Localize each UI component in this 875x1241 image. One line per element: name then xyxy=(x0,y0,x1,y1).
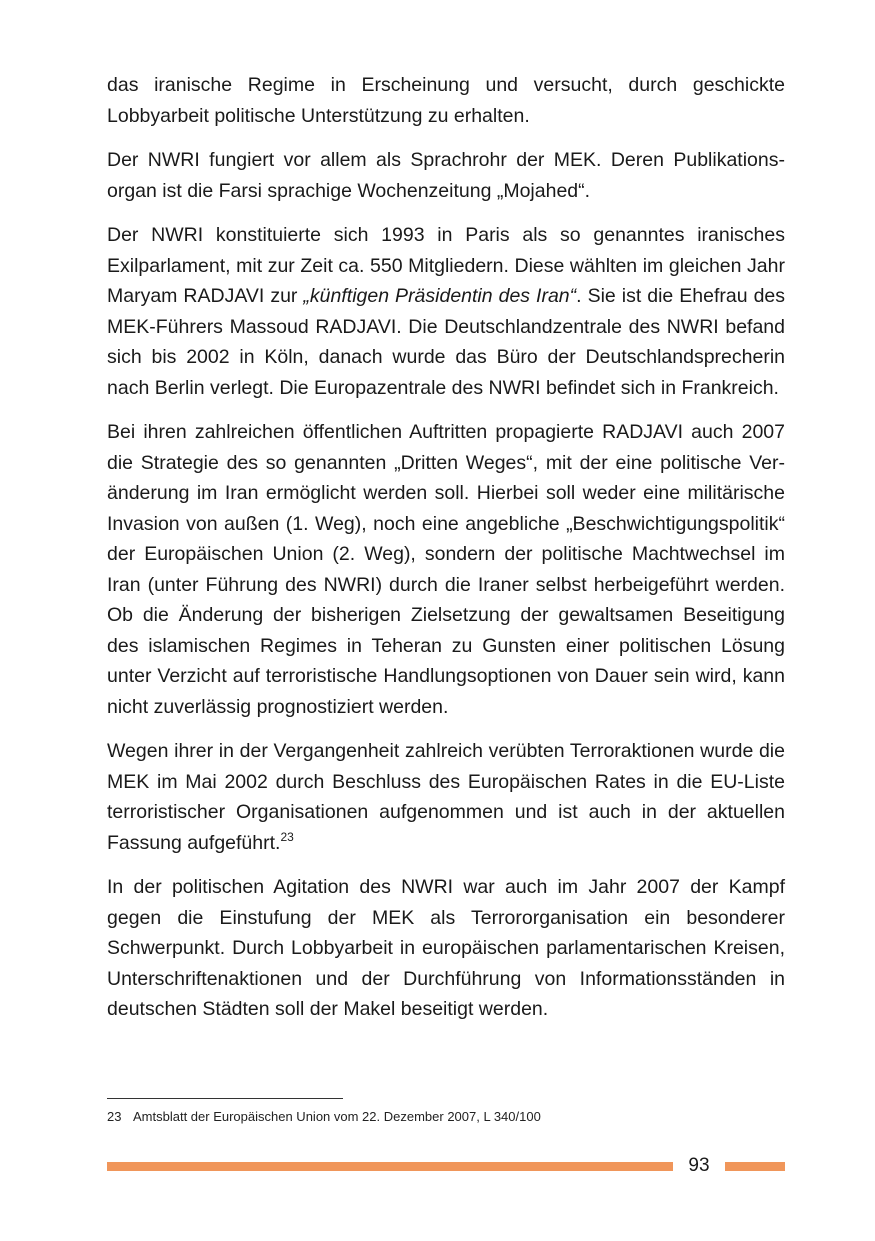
paragraph-3-quote: „künftigen Präsidentin des Iran“ xyxy=(303,285,577,307)
paragraph-2: Der NWRI fungiert vor allem als Sprachrohr der MEK. Deren Publikationsorgan ist die Farsi sprachige Wochenzeitung „Mojahed“. xyxy=(107,149,785,202)
paragraph-4: Bei ihren zahlreichen öffentlichen Auftritten propagierte RADJAVI auch 2007 die Strategie des so genannten „Dritten Weges“, mit der eine politische Veränderung im Iran ermöglicht werden soll. Hierbei soll weder eine militärische Invasion von außen (1. Weg), noch eine angebliche „Beschwichtigungspolitik“ der Europäischen Union (2. Weg), sondern der politische Machtwechsel im Iran (unter Führung des NWRI) durch die Iraner selbst herbeigeführt werden. Ob die Änderung der bisherigen Zielsetzung der gewaltsamen Beseitigung des islamischen Regimes in Teheran zu Gunsten einer politischen Lösung unter Verzicht auf terroristische Handlungsoptionen von Dauer sein wird, kann nicht zuverlässig prognostiziert werden. xyxy=(107,421,785,718)
paragraph-3 xyxy=(107,220,785,403)
paragraph-5 xyxy=(107,736,785,858)
footnote-number: 23 xyxy=(107,1109,122,1124)
paragraph-5-text: Wegen ihrer in der Vergangenheit zahlreich verübten Terroraktionen wurde die MEK im Mai 2002 durch Beschluss des Europäischen Rates in die EU-Liste terroristischer Organisationen aufgenommen und ist auch in der aktuellen Fassung aufgeführt. xyxy=(107,740,785,854)
page-number: 93 xyxy=(688,1155,710,1176)
footnote-text: Amtsblatt der Europäischen Union vom 22. Dezember 2007, L 340/100 xyxy=(133,1109,541,1124)
footnote-divider xyxy=(107,1098,343,1099)
footer-bar-right xyxy=(725,1162,785,1171)
body-text xyxy=(107,70,785,1039)
paragraph-3-text-a: Der NWRI konstituierte sich 1993 in Paris als so genanntes iranisches Exilparlament, mit zur Zeit ca. 550 Mitgliedern. Diese wählten im gleichen Jahr Maryam RADJAVI zur xyxy=(107,224,785,307)
footer-bar-left xyxy=(107,1162,673,1171)
paragraph-6: In der politischen Agitation des NWRI war auch im Jahr 2007 der Kampf gegen die Einstufung der MEK als Terrororganisation ein besonderer Schwerpunkt. Durch Lobbyarbeit in europäischen parlamentarischen Kreisen, Unterschriftenaktionen und der Durchführung von Informationsständen in deutschen Städten soll der Makel beseitigt werden. xyxy=(107,876,785,1020)
footnote xyxy=(107,1108,785,1126)
footnote-reference[interactable]: 23 xyxy=(280,829,294,844)
paragraph-3-text-b: . Sie ist die Ehefrau des MEK-Führers Massoud RADJAVI. Die Deutschlandzentrale des NWRI befand sich bis 2002 in Köln, danach wurde das Büro der Deutschlandsprecherin nach Berlin verlegt. Die Europazentrale des NWRI befindet sich in Frankreich. xyxy=(107,285,786,399)
paragraph-1: das iranische Regime in Erscheinung und versucht, durch geschickte Lobbyarbeit politische Unterstützung zu erhalten. xyxy=(107,74,785,127)
